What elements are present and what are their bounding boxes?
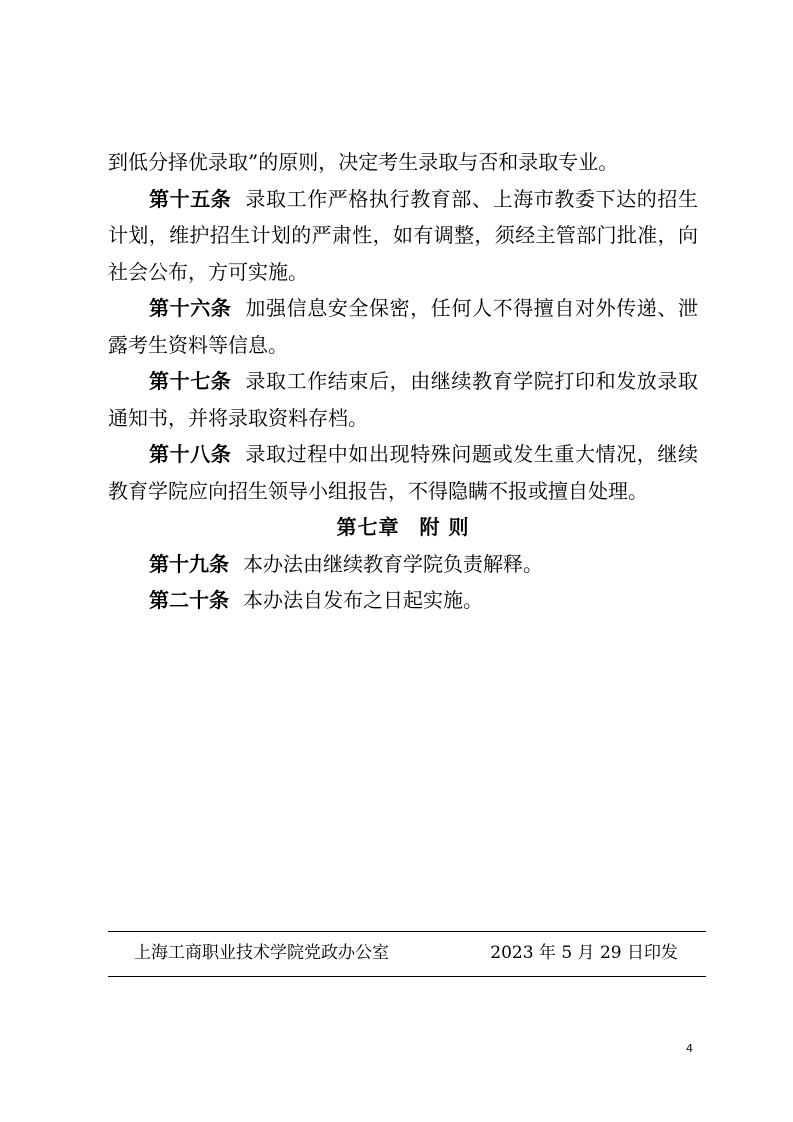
article-text: 本办法自发布之日起实施。 xyxy=(243,588,483,612)
article-text: 加强信息安全保密，任何人不得擅自对外传递、泄露考生资料等信息。 xyxy=(108,296,699,357)
article-15 xyxy=(108,181,698,291)
article-number: 第十五条 xyxy=(149,186,232,211)
article-number: 第十六条 xyxy=(149,296,232,320)
article-number: 第二十条 xyxy=(149,588,229,612)
article-number: 第十七条 xyxy=(149,369,232,393)
article-text: 录取过程中如出现特殊问题或发生重大情况，继续教育学院应向招生领导小组报告，不得隐瞒不报或擅自处理。 xyxy=(108,442,699,503)
article-number: 第十九条 xyxy=(149,551,229,576)
chapter-number: 第七章 xyxy=(336,515,400,539)
continuation-paragraph: 到低分择优录取”的原则，决定考生录取与否和录取专业。 xyxy=(108,150,619,174)
issue-date: 2023 年 5 月 29 日印发 xyxy=(490,943,678,963)
article-16 xyxy=(108,290,698,363)
article-19 xyxy=(108,546,698,583)
article-text: 录取工作严格执行教育部、上海市教委下达的招生计划，维护招生计划的严肃性，如有调整，须经主管部门批准，向社会公布，方可实施。 xyxy=(108,186,699,284)
issuance-footer xyxy=(108,931,706,977)
article-number: 第十八条 xyxy=(149,442,232,466)
article-20 xyxy=(108,582,698,619)
article-text: 录取工作结束后，由继续教育学院打印和发放录取通知书，并将录取资料存档。 xyxy=(108,369,699,430)
chapter-title: 附 则 xyxy=(419,515,470,539)
article-17 xyxy=(108,363,698,436)
issuer-name: 上海工商职业技术学院党政办公室 xyxy=(134,943,389,963)
article-text: 本办法由继续教育学院负责解释。 xyxy=(243,551,543,576)
page-number: 4 xyxy=(686,1042,693,1055)
document-body xyxy=(108,144,698,619)
chapter-heading xyxy=(108,509,698,546)
article-18 xyxy=(108,436,698,509)
